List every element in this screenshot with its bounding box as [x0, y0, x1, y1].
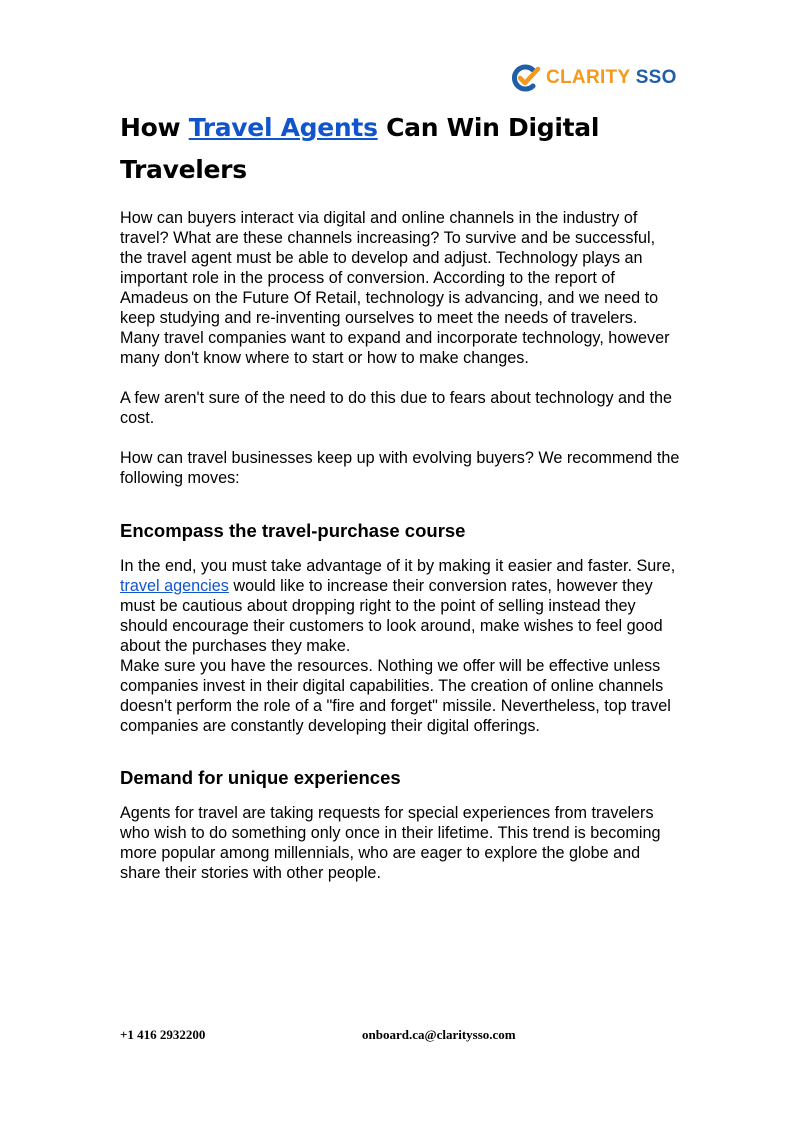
travel-agents-link[interactable]: Travel Agents: [188, 113, 378, 142]
brand-name: [546, 63, 677, 93]
title-prefix: How: [120, 113, 189, 142]
paragraph-recommend: How can travel businesses keep up with evolving buyers? We recommend the following moves:: [120, 449, 680, 487]
section-heading-encompass: Encompass the travel-purchase course: [120, 520, 466, 541]
section1-text-before-link: In the end, you must take advantage of it by making it easier and faster. Sure,: [120, 557, 676, 575]
check-c-logo-icon: [511, 64, 541, 92]
brand-name-sso: SSO: [635, 67, 677, 88]
section1-paragraph-2: Make sure you have the resources. Nothing we offer will be effective unless companies invest in their digital capabilities. The creation of online channels doesn't perform the role of a "fire and forget" missile. Nevertheless, top travel companies are constantly developing their digital offerings.: [120, 657, 671, 735]
brand-name-clarity: CLARITY: [546, 67, 631, 88]
page-title: [120, 107, 680, 191]
footer-phone: +1 416 2932200: [120, 1027, 206, 1042]
travel-agencies-link[interactable]: travel agencies: [120, 577, 229, 595]
paragraph-fears: A few aren't sure of the need to do this due to fears about technology and the cost.: [120, 389, 673, 427]
section-heading-unique-experiences: Demand for unique experiences: [120, 767, 401, 788]
section1-text-after-link: would like to increase their conversion rates, however they must be cautious about dropping right to the point of selling instead they should encourage their customers to look around, make wishes to feel good about the purchases they make.: [120, 577, 663, 655]
section2-paragraph-1: Agents for travel are taking requests for special experiences from travelers who wish to do something only once in their lifetime. This trend is becoming more popular among millennials, who are eager to explore the globe and share their stories with other people.: [120, 804, 661, 882]
intro-paragraph: How can buyers interact via digital and online channels in the industry of travel? What are these channels increasing? To survive and be successful, the travel agent must be able to develop and adjust. Technology plays an important role in the process of conversion. According to the report of Amadeus on the Future Of Retail, technology is advancing, and we need to keep studying and re-inventing ourselves to meet the needs of travelers. Many travel companies want to expand and incorporate technology, however many don't know where to start or how to make changes.: [120, 209, 670, 367]
footer-email: onboard.ca@claritysso.com: [362, 1027, 516, 1042]
brand-logo: [511, 63, 677, 93]
article: [120, 107, 680, 883]
title-suffix: Can Win Digital Travelers: [120, 113, 600, 184]
section1-paragraph-1: [120, 556, 680, 656]
